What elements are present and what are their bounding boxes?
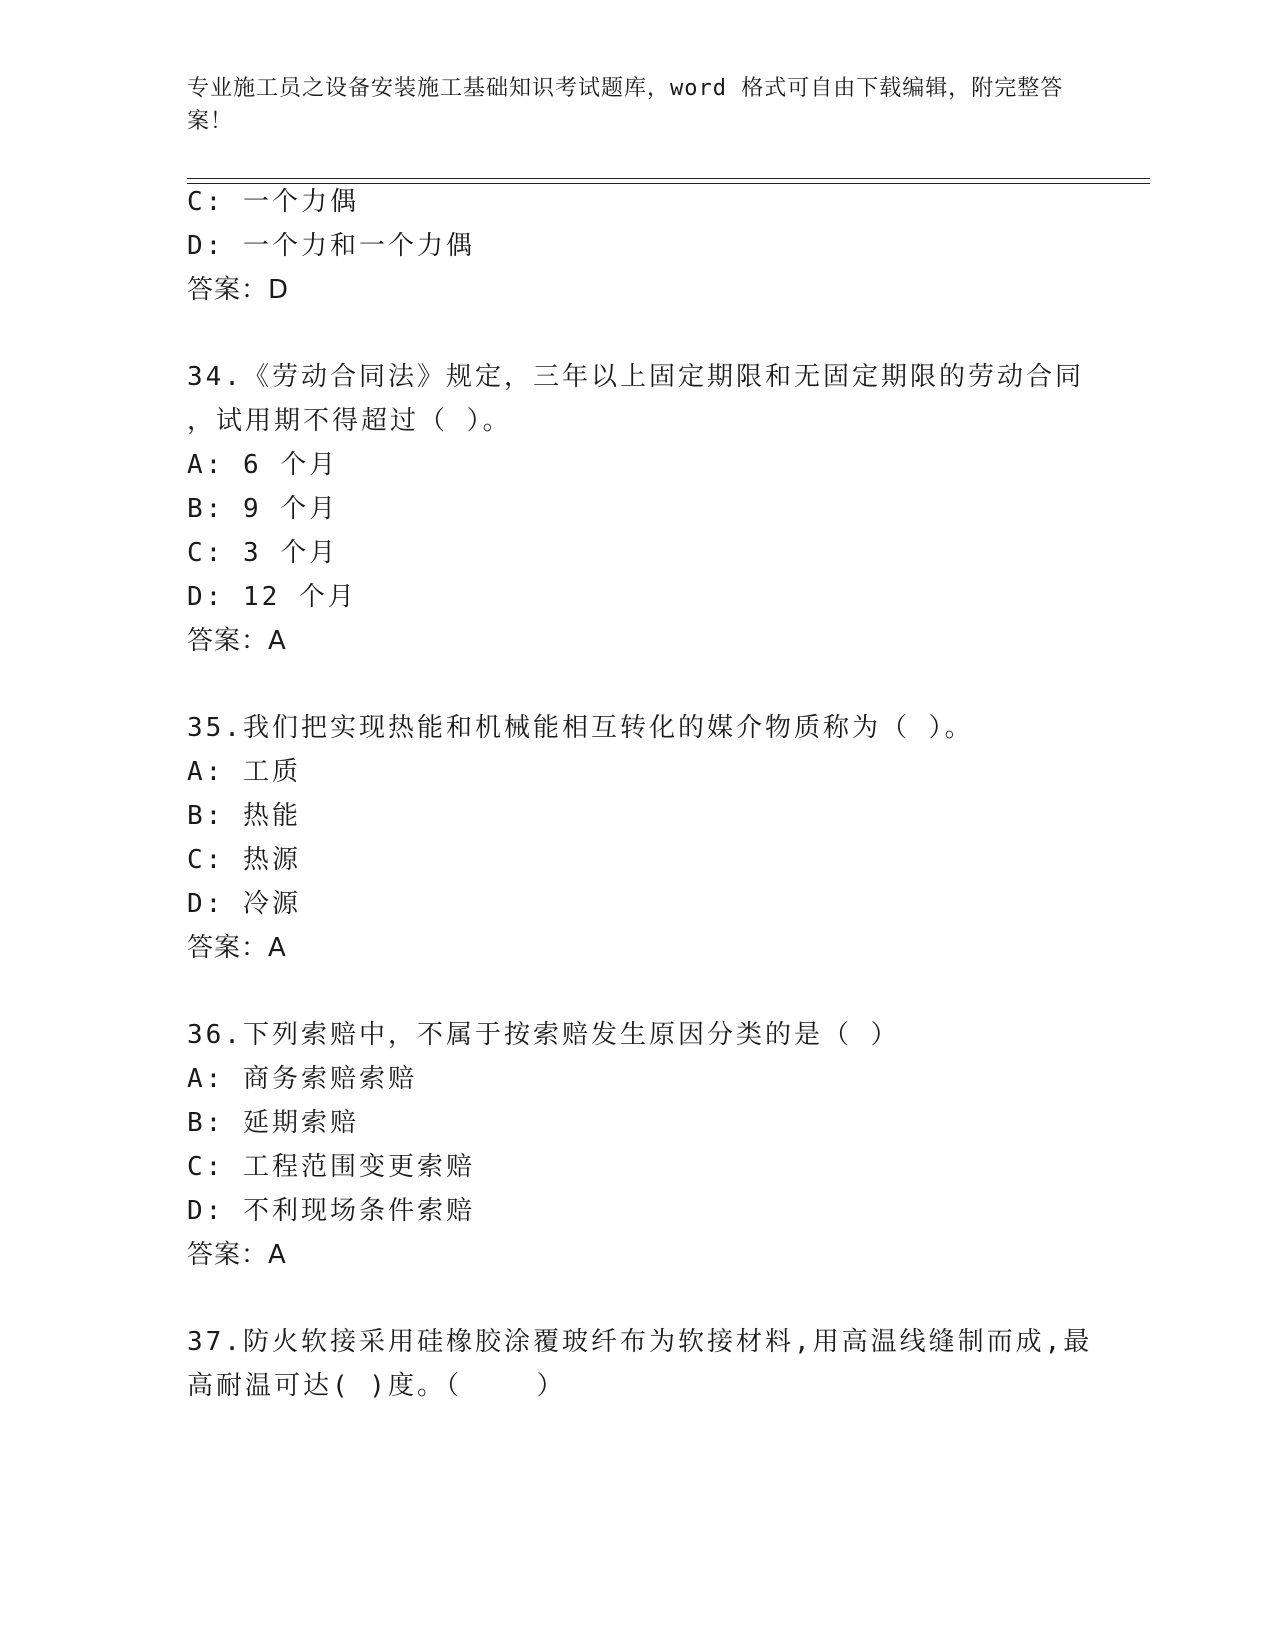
q34-option-d: D: 12 个月 <box>187 582 357 612</box>
q34-stem-line2: ，试用期不得超过（ ）。 <box>187 406 512 436</box>
q36-answer: 答案：A <box>187 1240 287 1270</box>
q34-option-b: B: 9 个月 <box>187 494 339 524</box>
q35-option-b: B: 热能 <box>187 801 301 831</box>
q36-stem-line1: 36.下列索赔中，不属于按索赔发生原因分类的是（ ） <box>187 1020 900 1050</box>
q34-option-a: A: 6 个月 <box>187 450 339 480</box>
header-rule-bottom <box>187 183 1150 184</box>
q35-answer: 答案：A <box>187 933 287 963</box>
prev-option-c: C: 一个力偶 <box>187 187 359 217</box>
q34-option-c: C: 3 个月 <box>187 538 339 568</box>
q35-option-a: A: 工质 <box>187 757 301 787</box>
q35-stem-line1: 35.我们把实现热能和机械能相互转化的媒介物质称为（ ）。 <box>187 713 974 743</box>
q35-option-d: D: 冷源 <box>187 889 301 919</box>
q36-option-b: B: 延期索赔 <box>187 1108 359 1138</box>
q35-option-c: C: 热源 <box>187 845 301 875</box>
prev-answer: 答案：D <box>187 275 290 305</box>
q37-stem-line2: 高耐温可达( )度。（ ） <box>187 1371 566 1401</box>
prev-option-d: D: 一个力和一个力偶 <box>187 231 475 261</box>
q34-stem-line1: 34.《劳动合同法》规定，三年以上固定期限和无固定期限的劳动合同 <box>187 362 1084 392</box>
q34-answer: 答案：A <box>187 626 287 656</box>
q36-option-d: D: 不利现场条件索赔 <box>187 1196 475 1226</box>
q36-option-a: A: 商务索赔索赔 <box>187 1064 417 1094</box>
document-header: 专业施工员之设备安装施工基础知识考试题库，word 格式可自由下载编辑，附完整答案！ <box>187 76 1064 134</box>
header-rule-top <box>187 178 1150 179</box>
q36-option-c: C: 工程范围变更索赔 <box>187 1152 475 1182</box>
q37-stem-line1: 37.防火软接采用硅橡胶涂覆玻纤布为软接材料,用高温线缝制而成,最 <box>187 1327 1093 1357</box>
